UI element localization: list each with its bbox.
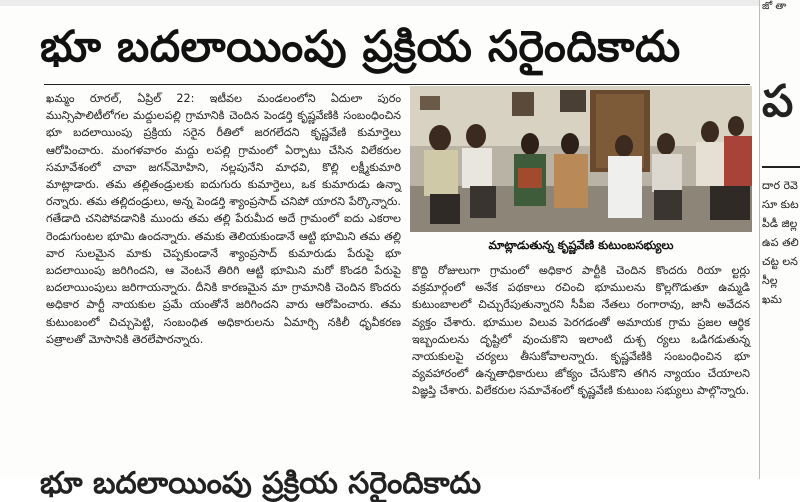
article-headline: భూ బదలాయింపు ప్రక్రియ సరైందికాదు <box>40 22 681 72</box>
photo-illustration <box>410 86 752 232</box>
sidebar-top-fragment: జో తా <box>762 1 787 12</box>
article-body-left <box>46 90 401 420</box>
article-photo <box>410 86 752 232</box>
photo-caption: మాట్లాడుతున్న కృష్ణవేణి కుటుంబసభ్యులు <box>488 238 674 252</box>
sidebar-column-fragment: దార రెవె సూ కుట పీడీ జిల్ల ఉప తలి చట్ట లన సీల్ల ఖమ <box>762 179 799 306</box>
column-divider <box>759 0 760 479</box>
article-body-right <box>412 262 750 462</box>
body-paragraph: ఖమ్మం రూరల్, ఏప్రిల్ 22: ఇటీవల మండలంలోని ఏదులా పురం మున్సిపాలిటీలోగల మద్దులపల్లి గ్రామానికి చెందిన పెండర్తి కృష్ణవేణికి సంబంధించిన భూ బదలాయింపు ప్రక్రియ సరైన రీతిలో జరగలేదని కృష్ణవేణి కుమార్తెలు ఆరోపించారు. మంగళవారం మద్దు లపల్లి గ్రామంలో ఏర్పాటు చేసిన విలేకరుల సమావేశంలో చావా జగన్‌మోహిని, నల్లపునేని మాధవి, కొల్లి లక్ష్మీకుమారి మాట్లాడారు. తమ తల్లితండ్రులకు ఐదుగురు కుమార్తెలు, ఒక కుమారుడు ఉన్నా రన్నారు. తమ తల్లిదండ్రులు, అన్న పెండర్తి శ్యాంప్రసాద్ చనిపో యారని పేర్కొన్నారు. గతేడాది చనిపోవడానికి ముందు తమ తల్లి పేరుమీద అదే గ్రామంలో ఐదు ఎకరాల రెండుగుంటల భూమి ఉందన్నారు. తమకు తెలియకుండానే ఆట్టి భూమిని తమ తల్లి వార సులమైన మాకు చెప్పకుండానే శ్యాంప్రసాద్ కుమారుడు పేరుపై భూ బదలాయింపు జరిగిందని, ఆ వెంటనే తిరిగి ఆట్టి భూమిని మరో కొండరి పేరుపై బదలాయింపులు జరిగాయన్నారు. దీనికి కారణమైన మా గ్రామానికి చెందిన కొందరు అధికార పార్టీ నాయకుల ప్రమే యంతోనే జరిగిందని వారు ఆరోపించారు. తమ కుటుంబంలో చిచ్చుపెట్టి, సంబంధిత అధికారులను ఏమార్చి నకిలీ ధృవీకరణ పత్రాలతో మోసానికి తెరలేపారన్నారు. <box>46 92 401 346</box>
sidebar-rule <box>762 166 800 168</box>
headline-rule <box>44 84 750 85</box>
top-edge-strip <box>0 0 760 6</box>
next-headline-fragment: భూ బదలాయింపు ప్రక్రియ సరైందికాదు <box>40 466 482 501</box>
body-paragraph: కొద్ది రోజులుగా గ్రామంలో అధికార పార్టీకి చెందిన కొందరు రియా ల్టర్లు వక్రమార్గంలో అనేక పథకాలు రచించి భూములను కొల్లగొడుతూ ఉమ్మడి కుటుంబాలలో చిచ్చురేపుతున్నారని సీపీఐ నేతలు రంగారావు, జానీ అవేదన వ్యక్తం చేశారు. భూముల విలువ పెరగడంతో అమాయక గ్రామ ప్రజల ఆర్థిక ఇబ్బందులను దృష్టిలో వుంచుకొని ఇలాంటి దుశ్చ ర్యలు ఒడిగడుతున్న నాయకులపై చర్యలు తీసుకోవాలన్నారు. కృష్ణవేణికి సంబంధించిన భూ వ్యవహారంలో ఉన్నతాధికారులు జోక్యం చేసుకొని తగిన న్యాయం చేయాలని విజ్ఞప్తి చేశారు. విలేకరుల సమావేశంలో కృష్ణవేణి కుటుంబ సభ్యులు పాల్గొన్నారు. <box>412 264 750 398</box>
sidebar-headline-fragment: ప <box>762 76 794 127</box>
